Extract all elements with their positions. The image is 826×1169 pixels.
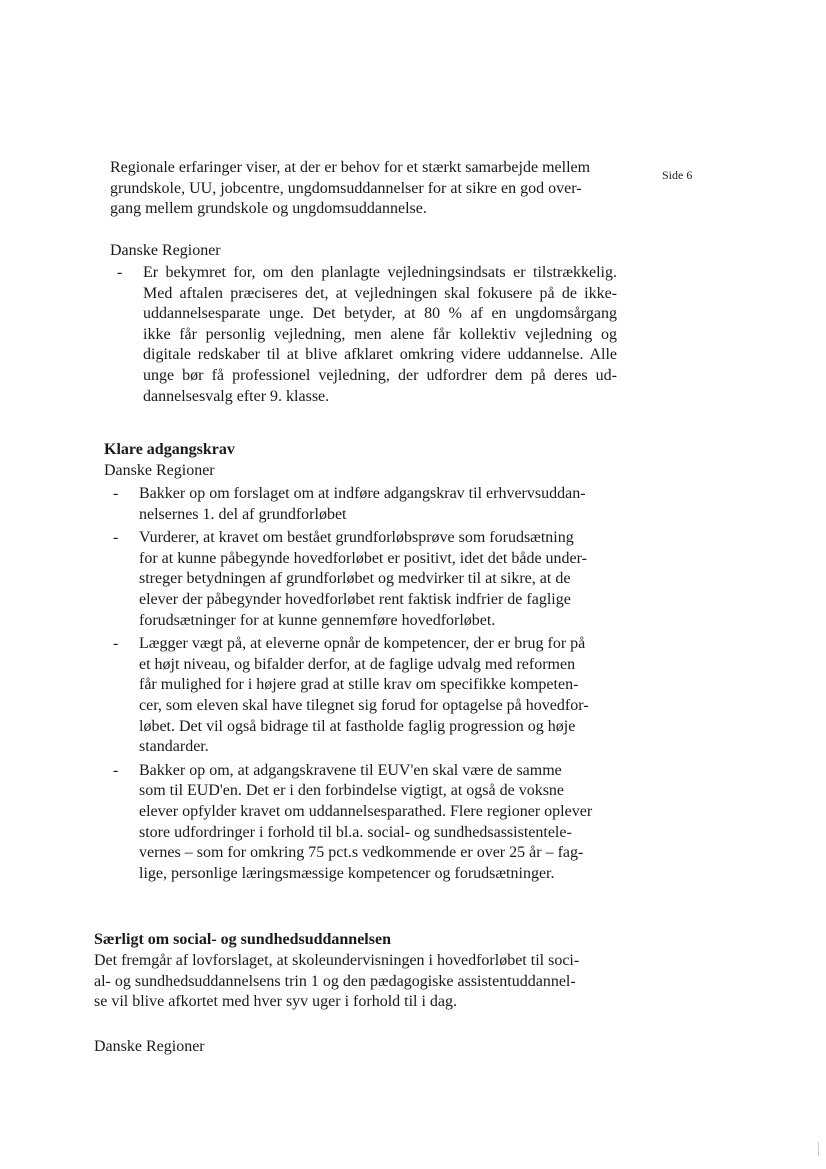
text-line: cer, som eleven skal have tilegnet sig forud for optagelse på hovedfor-: [139, 696, 589, 714]
bullet-dash: -: [113, 635, 119, 653]
body-paragraph: [94, 951, 579, 1013]
text-line: Særligt om social- og sundhedsuddannelsen: [94, 931, 391, 948]
text-line: får mulighed for i højere grad at stille krav om specifikke kompeten-: [139, 676, 579, 694]
list-item: [113, 484, 613, 525]
text-line: Det fremgår af lovforslaget, at skoleundervisningen i hovedforløbet til soci-: [94, 952, 580, 969]
list-item: [117, 263, 617, 407]
organisation-label: [94, 1037, 205, 1058]
text-line: unge bør få professionel vejledning, der udfordrer dem på deres ud-: [143, 366, 617, 384]
text-line: gang mellem grundskole og ungdomsuddannelse.: [110, 200, 427, 218]
text-line: Bakker op om forslaget om at indføre adgangskrav til erhvervsuddan-: [139, 485, 586, 502]
text-line: løbet. Det vil også bidrage til at fastholde faglig progression og høje: [139, 717, 576, 735]
intro-paragraph: [110, 158, 590, 220]
text-line: ikke får personlig vejledning, men alene får kollektiv vejledning og: [143, 325, 617, 343]
list-item: [113, 528, 613, 631]
bullet-list: [117, 263, 617, 407]
section-heading: [104, 440, 235, 461]
text-line: elever opfylder kravet om uddannelsesparathed. Flere regioner oplever: [139, 802, 593, 820]
bullet-dash: -: [117, 264, 123, 281]
text-line: Danske Regioner: [104, 462, 215, 479]
text-line: Danske Regioner: [94, 1038, 205, 1055]
text-line: dannelsesvalg efter 9. klasse.: [143, 387, 330, 405]
text-line: digitale redskaber til at blive afklaret omkring videre uddannelse. Alle: [143, 346, 617, 364]
text-line: grundskole, UU, jobcentre, ungdomsuddannelser for at sikre en god over-: [110, 179, 582, 197]
bullet-dash: -: [113, 529, 119, 547]
text-line: al- og sundhedsuddannelsens trin 1 og den pædagogiske assistentuddannel-: [94, 972, 576, 990]
text-line: lige, personlige læringsmæssige kompetencer og forudsætninger.: [139, 864, 555, 882]
text-line: Regionale erfaringer viser, at der er behov for et stærkt samarbejde mellem: [110, 159, 591, 176]
organisation-label: [104, 461, 215, 482]
text-line: Bakker op om, at adgangskravene til EUV'en skal være de samme: [139, 761, 562, 779]
text-line: Vurderer, at kravet om bestået grundforløbsprøve som forudsætning: [139, 529, 574, 547]
organisation-label: [110, 241, 221, 262]
text-line: forudsætninger for at kunne gennemføre hovedforløbet.: [139, 611, 496, 629]
text-line: standarder.: [139, 738, 209, 756]
text-line: uddannelsesparate unge. Det betyder, at 80 % af en ungdomsårgang: [143, 305, 617, 323]
section-heading: [94, 930, 391, 951]
text-line: vernes – som for omkring 75 pct.s vedkommende er over 25 år – fag-: [139, 844, 584, 862]
text-line: et højt niveau, og bifalder derfor, at de faglige udvalg med reformen: [139, 655, 576, 673]
page-number: Side 6: [662, 168, 693, 182]
bullet-dash: -: [113, 761, 119, 779]
text-line: elever der påbegynder hovedforløbet rent faktisk indfrier de faglige: [139, 590, 571, 608]
text-line: se vil blive afkortet med hver syv uger i forhold til i dag.: [94, 993, 458, 1011]
text-line: store udfordringer i forhold til bl.a. social- og sundhedsassistentele-: [139, 823, 572, 841]
bullet-dash: -: [113, 485, 119, 502]
bullet-list: [113, 484, 613, 884]
scan-edge-mark: [818, 1142, 819, 1156]
text-line: som til EUD'en. Det er i den forbindelse vigtigt, at også de voksne: [139, 782, 565, 800]
text-line: Er bekymret for, om den planlagte vejledningsindsats er tilstrækkelig.: [143, 264, 617, 281]
text-line: Med aftalen præciseres det, at vejledningen skal fokusere på de ikke-: [143, 284, 617, 302]
text-line: for at kunne påbegynde hovedforløbet er positivt, idet det både under-: [139, 549, 587, 567]
text-line: Danske Regioner: [110, 242, 221, 259]
text-line: streger betydningen af grundforløbet og medvirker til at sikre, at de: [139, 570, 571, 588]
list-item: [113, 761, 613, 885]
text-line: Lægger vægt på, at eleverne opnår de kompetencer, der er brug for på: [139, 635, 586, 653]
text-line: Klare adgangskrav: [104, 441, 235, 458]
list-item: [113, 634, 613, 758]
text-line: nelsernes 1. del af grundforløbet: [139, 505, 347, 523]
